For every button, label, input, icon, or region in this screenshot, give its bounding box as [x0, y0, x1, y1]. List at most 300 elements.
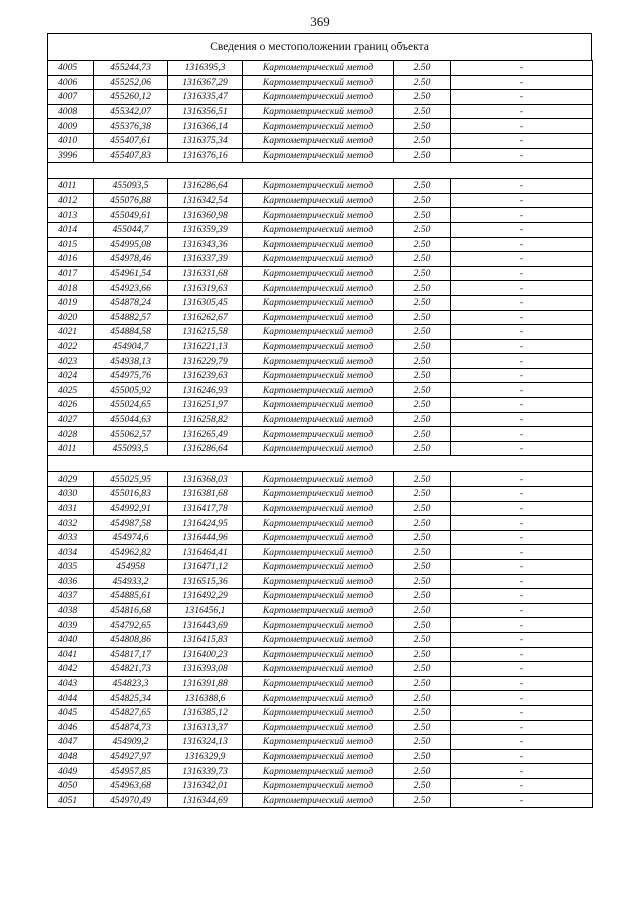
cell-description: - [451, 530, 593, 545]
cell-coord-x: 455049,61 [94, 208, 168, 223]
cell-accuracy: 2.50 [394, 676, 451, 691]
table-row [48, 662, 593, 677]
cell-point-number: 4031 [48, 501, 94, 516]
cell-method: Картометрический метод [243, 441, 394, 456]
cell-coord-x: 455260,12 [94, 90, 168, 105]
cell-point-number: 4044 [48, 691, 94, 706]
cell-method: Картометрический метод [243, 208, 394, 223]
cell-description: - [451, 589, 593, 604]
cell-description: - [451, 735, 593, 750]
cell-coord-y: 1316251,97 [168, 398, 243, 413]
cell-description: - [451, 119, 593, 134]
cell-description: - [451, 501, 593, 516]
cell-description: - [451, 266, 593, 281]
cell-accuracy: 2.50 [394, 368, 451, 383]
cell-coord-y: 1316415,83 [168, 632, 243, 647]
cell-accuracy: 2.50 [394, 339, 451, 354]
cell-method: Картометрический метод [243, 793, 394, 808]
cell-coord-x: 454992,91 [94, 501, 168, 516]
table-caption: Сведения о местоположении границ объекта [47, 33, 592, 60]
cell-point-number: 4028 [48, 427, 94, 442]
cell-coord-y: 1316265,49 [168, 427, 243, 442]
cell-coord-x: 454957,85 [94, 764, 168, 779]
table-row [48, 281, 593, 296]
cell-coord-y: 1316339,73 [168, 764, 243, 779]
cell-accuracy: 2.50 [394, 354, 451, 369]
cell-point-number: 4027 [48, 412, 94, 427]
cell-coord-x: 454884,58 [94, 325, 168, 340]
cell-description: - [451, 310, 593, 325]
cell-method: Картометрический метод [243, 589, 394, 604]
cell-coord-x: 454821,73 [94, 662, 168, 677]
cell-coord-y: 1316464,41 [168, 545, 243, 560]
table-row [48, 193, 593, 208]
cell-point-number: 4009 [48, 119, 94, 134]
cell-coord-y: 1316335,47 [168, 90, 243, 105]
cell-coord-y: 1316286,64 [168, 179, 243, 194]
cell-method: Картометрический метод [243, 647, 394, 662]
cell-method: Картометрический метод [243, 179, 394, 194]
table-row [48, 516, 593, 531]
cell-coord-x: 455025,95 [94, 472, 168, 487]
table-row [48, 647, 593, 662]
cell-point-number: 4022 [48, 339, 94, 354]
cell-coord-x: 455407,83 [94, 148, 168, 163]
cell-accuracy: 2.50 [394, 574, 451, 589]
table-row [48, 560, 593, 575]
cell-description: - [451, 412, 593, 427]
cell-point-number: 4049 [48, 764, 94, 779]
cell-point-number: 4040 [48, 632, 94, 647]
cell-method: Картометрический метод [243, 237, 394, 252]
cell-coord-x: 454938,13 [94, 354, 168, 369]
cell-method: Картометрический метод [243, 749, 394, 764]
table-row [48, 179, 593, 194]
cell-accuracy: 2.50 [394, 295, 451, 310]
cell-accuracy: 2.50 [394, 325, 451, 340]
cell-method: Картометрический метод [243, 720, 394, 735]
cell-coord-x: 454909,2 [94, 735, 168, 750]
table-row [48, 618, 593, 633]
cell-description: - [451, 368, 593, 383]
cell-description: - [451, 61, 593, 76]
cell-coord-y: 1316424,95 [168, 516, 243, 531]
cell-method: Картометрический метод [243, 339, 394, 354]
cell-point-number: 4037 [48, 589, 94, 604]
cell-accuracy: 2.50 [394, 720, 451, 735]
cell-coord-x: 455062,57 [94, 427, 168, 442]
cell-coord-x: 454885,61 [94, 589, 168, 604]
cell-description: - [451, 662, 593, 677]
table-row [48, 222, 593, 237]
cell-coord-x: 454963,68 [94, 778, 168, 793]
table-row [48, 472, 593, 487]
cell-description: - [451, 237, 593, 252]
cell-coord-y: 1316395,3 [168, 61, 243, 76]
cell-accuracy: 2.50 [394, 530, 451, 545]
table-row [48, 237, 593, 252]
cell-method: Картометрический метод [243, 603, 394, 618]
cell-accuracy: 2.50 [394, 749, 451, 764]
cell-coord-x: 455044,7 [94, 222, 168, 237]
cell-coord-x: 454882,57 [94, 310, 168, 325]
cell-accuracy: 2.50 [394, 75, 451, 90]
cell-accuracy: 2.50 [394, 545, 451, 560]
cell-method: Картометрический метод [243, 119, 394, 134]
cell-accuracy: 2.50 [394, 148, 451, 163]
cell-description: - [451, 281, 593, 296]
cell-coord-y: 1316443,69 [168, 618, 243, 633]
cell-accuracy: 2.50 [394, 589, 451, 604]
cell-method: Картометрический метод [243, 632, 394, 647]
cell-coord-y: 1316215,58 [168, 325, 243, 340]
cell-accuracy: 2.50 [394, 501, 451, 516]
cell-coord-x: 454808,86 [94, 632, 168, 647]
cell-description: - [451, 222, 593, 237]
cell-accuracy: 2.50 [394, 516, 451, 531]
cell-point-number: 4033 [48, 530, 94, 545]
cell-accuracy: 2.50 [394, 412, 451, 427]
cell-point-number: 4045 [48, 705, 94, 720]
cell-coord-y: 1316417,78 [168, 501, 243, 516]
cell-method: Картометрический метод [243, 222, 394, 237]
cell-point-number: 4008 [48, 104, 94, 119]
cell-description: - [451, 778, 593, 793]
cell-coord-x: 455252,06 [94, 75, 168, 90]
cell-coord-y: 1316221,13 [168, 339, 243, 354]
cell-description: - [451, 545, 593, 560]
cell-accuracy: 2.50 [394, 104, 451, 119]
cell-point-number: 4038 [48, 603, 94, 618]
cell-coord-x: 454817,17 [94, 647, 168, 662]
cell-point-number: 4012 [48, 193, 94, 208]
table-row [48, 295, 593, 310]
cell-method: Картометрический метод [243, 545, 394, 560]
cell-accuracy: 2.50 [394, 647, 451, 662]
cell-accuracy: 2.50 [394, 237, 451, 252]
table-row [48, 252, 593, 267]
cell-accuracy: 2.50 [394, 691, 451, 706]
cell-coord-x: 454933,2 [94, 574, 168, 589]
cell-coord-y: 1316342,54 [168, 193, 243, 208]
boundary-points-table [47, 60, 593, 808]
cell-point-number: 4047 [48, 735, 94, 750]
group-separator-cell [48, 163, 593, 179]
table-row [48, 574, 593, 589]
cell-point-number: 4051 [48, 793, 94, 808]
cell-coord-y: 1316381,68 [168, 487, 243, 502]
cell-accuracy: 2.50 [394, 119, 451, 134]
cell-point-number: 4021 [48, 325, 94, 340]
cell-description: - [451, 749, 593, 764]
cell-method: Картометрический метод [243, 310, 394, 325]
cell-method: Картометрический метод [243, 368, 394, 383]
cell-description: - [451, 441, 593, 456]
cell-point-number: 4041 [48, 647, 94, 662]
cell-accuracy: 2.50 [394, 603, 451, 618]
cell-point-number: 4032 [48, 516, 94, 531]
cell-accuracy: 2.50 [394, 310, 451, 325]
cell-method: Картометрический метод [243, 487, 394, 502]
cell-coord-x: 454927,97 [94, 749, 168, 764]
cell-accuracy: 2.50 [394, 632, 451, 647]
cell-coord-x: 454878,24 [94, 295, 168, 310]
cell-coord-x: 455024,65 [94, 398, 168, 413]
cell-description: - [451, 691, 593, 706]
cell-description: - [451, 179, 593, 194]
table-row [48, 441, 593, 456]
cell-point-number: 4011 [48, 179, 94, 194]
cell-coord-y: 1316356,51 [168, 104, 243, 119]
cell-coord-x: 454827,65 [94, 705, 168, 720]
cell-point-number: 4030 [48, 487, 94, 502]
cell-description: - [451, 90, 593, 105]
table-row [48, 148, 593, 163]
cell-accuracy: 2.50 [394, 222, 451, 237]
cell-description: - [451, 339, 593, 354]
cell-description: - [451, 398, 593, 413]
cell-coord-y: 1316229,79 [168, 354, 243, 369]
cell-method: Картометрический метод [243, 90, 394, 105]
cell-description: - [451, 354, 593, 369]
cell-accuracy: 2.50 [394, 398, 451, 413]
cell-coord-x: 454904,7 [94, 339, 168, 354]
cell-accuracy: 2.50 [394, 266, 451, 281]
cell-coord-y: 1316456,1 [168, 603, 243, 618]
cell-coord-y: 1316471,12 [168, 560, 243, 575]
cell-point-number: 4017 [48, 266, 94, 281]
cell-coord-y: 1316343,36 [168, 237, 243, 252]
cell-coord-y: 1316324,13 [168, 735, 243, 750]
cell-description: - [451, 647, 593, 662]
cell-method: Картометрический метод [243, 148, 394, 163]
cell-coord-y: 1316342,01 [168, 778, 243, 793]
cell-coord-y: 1316393,08 [168, 662, 243, 677]
cell-coord-x: 454970,49 [94, 793, 168, 808]
table-row [48, 119, 593, 134]
cell-point-number: 4048 [48, 749, 94, 764]
cell-point-number: 4020 [48, 310, 94, 325]
cell-coord-y: 1316385,12 [168, 705, 243, 720]
table-row [48, 368, 593, 383]
cell-point-number: 4025 [48, 383, 94, 398]
cell-method: Картометрический метод [243, 662, 394, 677]
cell-point-number: 4050 [48, 778, 94, 793]
cell-accuracy: 2.50 [394, 735, 451, 750]
cell-method: Картометрический метод [243, 691, 394, 706]
cell-point-number: 4007 [48, 90, 94, 105]
cell-coord-x: 454975,76 [94, 368, 168, 383]
cell-coord-x: 455016,83 [94, 487, 168, 502]
table-row [48, 61, 593, 76]
cell-coord-x: 454816,68 [94, 603, 168, 618]
cell-point-number: 3996 [48, 148, 94, 163]
cell-coord-x: 455093,5 [94, 179, 168, 194]
cell-point-number: 4043 [48, 676, 94, 691]
cell-coord-y: 1316360,98 [168, 208, 243, 223]
cell-point-number: 4014 [48, 222, 94, 237]
cell-coord-y: 1316313,37 [168, 720, 243, 735]
cell-method: Картометрический метод [243, 412, 394, 427]
cell-coord-y: 1316337,39 [168, 252, 243, 267]
table-row [48, 720, 593, 735]
cell-method: Картометрический метод [243, 354, 394, 369]
cell-coord-y: 1316366,14 [168, 119, 243, 134]
cell-coord-y: 1316400,23 [168, 647, 243, 662]
cell-method: Картометрический метод [243, 325, 394, 340]
table-row [48, 749, 593, 764]
cell-accuracy: 2.50 [394, 252, 451, 267]
cell-method: Картометрический метод [243, 618, 394, 633]
cell-coord-y: 1316329,9 [168, 749, 243, 764]
cell-method: Картометрический метод [243, 133, 394, 148]
cell-coord-x: 454974,6 [94, 530, 168, 545]
cell-accuracy: 2.50 [394, 472, 451, 487]
cell-coord-y: 1316388,6 [168, 691, 243, 706]
cell-coord-y: 1316376,16 [168, 148, 243, 163]
table-row [48, 632, 593, 647]
cell-method: Картометрический метод [243, 295, 394, 310]
table-row [48, 383, 593, 398]
cell-coord-x: 454923,66 [94, 281, 168, 296]
cell-point-number: 4042 [48, 662, 94, 677]
cell-coord-y: 1316286,64 [168, 441, 243, 456]
table-row [48, 778, 593, 793]
cell-accuracy: 2.50 [394, 618, 451, 633]
cell-accuracy: 2.50 [394, 193, 451, 208]
cell-coord-x: 454792,65 [94, 618, 168, 633]
boundary-table-sheet [47, 33, 592, 808]
table-row [48, 501, 593, 516]
cell-method: Картометрический метод [243, 266, 394, 281]
cell-coord-x: 454962,82 [94, 545, 168, 560]
cell-accuracy: 2.50 [394, 133, 451, 148]
cell-method: Картометрический метод [243, 398, 394, 413]
cell-accuracy: 2.50 [394, 487, 451, 502]
cell-accuracy: 2.50 [394, 208, 451, 223]
cell-coord-x: 454958 [94, 560, 168, 575]
cell-description: - [451, 764, 593, 779]
cell-coord-y: 1316444,96 [168, 530, 243, 545]
cell-point-number: 4005 [48, 61, 94, 76]
cell-accuracy: 2.50 [394, 793, 451, 808]
table-row [48, 75, 593, 90]
cell-description: - [451, 603, 593, 618]
cell-accuracy: 2.50 [394, 662, 451, 677]
table-row [48, 793, 593, 808]
cell-point-number: 4015 [48, 237, 94, 252]
cell-coord-x: 454961,54 [94, 266, 168, 281]
cell-coord-y: 1316246,93 [168, 383, 243, 398]
table-row [48, 90, 593, 105]
cell-point-number: 4026 [48, 398, 94, 413]
cell-description: - [451, 676, 593, 691]
table-row [48, 705, 593, 720]
cell-coord-y: 1316367,29 [168, 75, 243, 90]
cell-coord-y: 1316331,68 [168, 266, 243, 281]
cell-accuracy: 2.50 [394, 179, 451, 194]
page-number: 369 [310, 14, 330, 29]
cell-method: Картометрический метод [243, 61, 394, 76]
table-row [48, 764, 593, 779]
cell-coord-y: 1316515,36 [168, 574, 243, 589]
cell-method: Картометрический метод [243, 574, 394, 589]
cell-coord-x: 455342,07 [94, 104, 168, 119]
cell-accuracy: 2.50 [394, 61, 451, 76]
cell-point-number: 4036 [48, 574, 94, 589]
cell-description: - [451, 193, 593, 208]
table-row [48, 398, 593, 413]
cell-point-number: 4029 [48, 472, 94, 487]
cell-coord-x: 454874,73 [94, 720, 168, 735]
cell-point-number: 4013 [48, 208, 94, 223]
cell-coord-x: 454987,58 [94, 516, 168, 531]
cell-point-number: 4034 [48, 545, 94, 560]
cell-accuracy: 2.50 [394, 427, 451, 442]
group-separator-cell [48, 456, 593, 472]
table-row [48, 735, 593, 750]
cell-accuracy: 2.50 [394, 90, 451, 105]
cell-coord-x: 455044,63 [94, 412, 168, 427]
table-row [48, 589, 593, 604]
cell-method: Картометрический метод [243, 516, 394, 531]
cell-point-number: 4039 [48, 618, 94, 633]
cell-coord-x: 455376,38 [94, 119, 168, 134]
table-row [48, 412, 593, 427]
cell-point-number: 4046 [48, 720, 94, 735]
cell-method: Картометрический метод [243, 472, 394, 487]
cell-point-number: 4023 [48, 354, 94, 369]
cell-accuracy: 2.50 [394, 441, 451, 456]
cell-description: - [451, 325, 593, 340]
cell-coord-y: 1316368,03 [168, 472, 243, 487]
cell-coord-x: 454823,3 [94, 676, 168, 691]
cell-description: - [451, 487, 593, 502]
table-row [48, 266, 593, 281]
cell-method: Картометрический метод [243, 383, 394, 398]
table-body [48, 61, 593, 808]
cell-accuracy: 2.50 [394, 383, 451, 398]
table-row [48, 530, 593, 545]
cell-accuracy: 2.50 [394, 764, 451, 779]
cell-coord-y: 1316492,29 [168, 589, 243, 604]
cell-coord-y: 1316391,88 [168, 676, 243, 691]
cell-coord-x: 455407,61 [94, 133, 168, 148]
cell-coord-x: 455244,73 [94, 61, 168, 76]
cell-description: - [451, 383, 593, 398]
cell-method: Картометрический метод [243, 735, 394, 750]
cell-method: Картометрический метод [243, 764, 394, 779]
cell-coord-y: 1316319,63 [168, 281, 243, 296]
cell-accuracy: 2.50 [394, 778, 451, 793]
cell-method: Картометрический метод [243, 530, 394, 545]
cell-description: - [451, 104, 593, 119]
cell-accuracy: 2.50 [394, 560, 451, 575]
cell-coord-x: 455076,88 [94, 193, 168, 208]
table-row [48, 676, 593, 691]
table-row [48, 133, 593, 148]
cell-description: - [451, 793, 593, 808]
cell-coord-x: 455005,92 [94, 383, 168, 398]
cell-coord-x: 454825,34 [94, 691, 168, 706]
cell-description: - [451, 632, 593, 647]
cell-description: - [451, 618, 593, 633]
cell-point-number: 4019 [48, 295, 94, 310]
table-row [48, 603, 593, 618]
cell-description: - [451, 148, 593, 163]
cell-method: Картометрический метод [243, 427, 394, 442]
cell-point-number: 4006 [48, 75, 94, 90]
